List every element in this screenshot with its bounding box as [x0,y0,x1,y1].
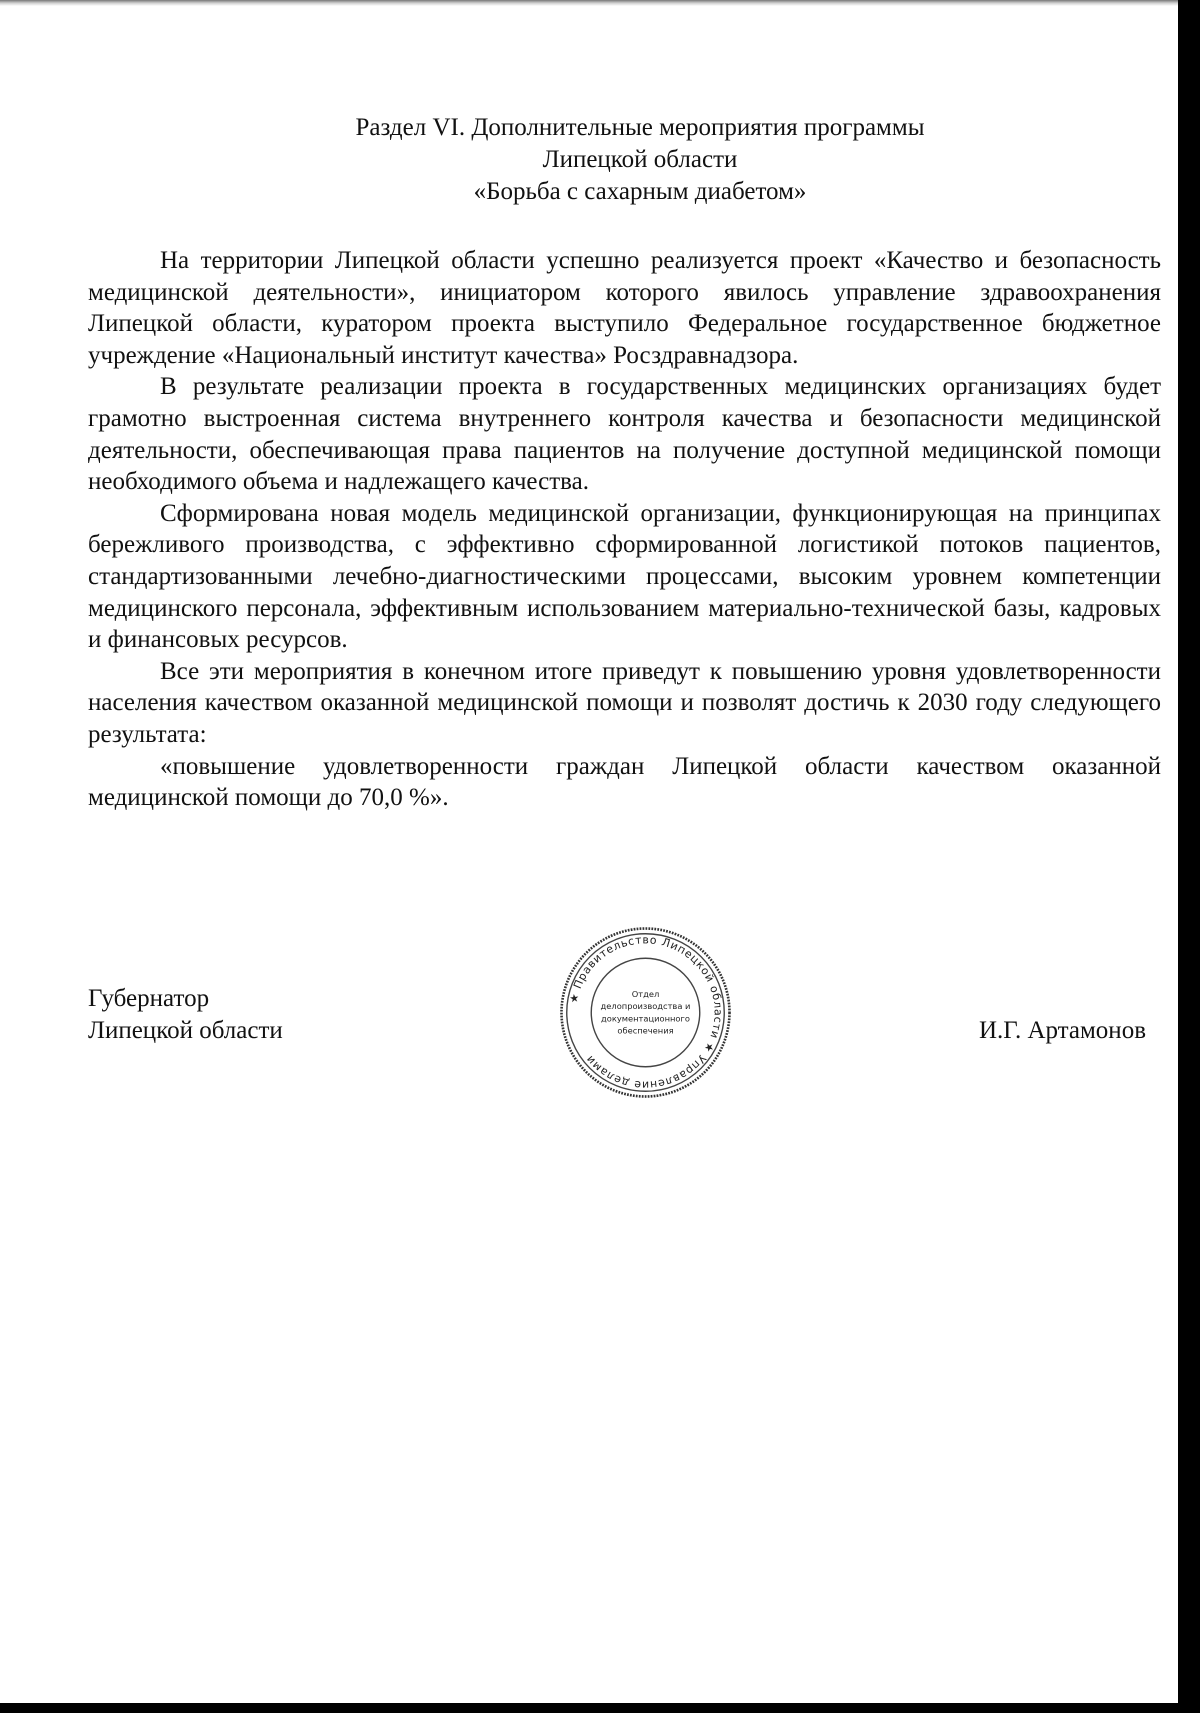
signatory-title-line-2: Липецкой области [88,1017,283,1044]
paragraph-1: На территории Липецкой области успешно реализуется проект «Качество и безопасность медицинской деятельности», инициатором которого явилось управление здравоохранения Липецкой области, куратором проекта выступило Федеральное государственное бюджетное учреждение «Национальный институт качества» Росздравнадзора. [88,247,1161,369]
signatory-name: И.Г. Артамонов [979,1017,1146,1044]
official-stamp [558,925,733,1100]
stamp-center-line-4: обеспечения [617,1025,674,1036]
document-body [88,245,1161,814]
paragraph-4: Все эти мероприятия в конечном итоге приведут к повышению уровня удовлетворенности населения качеством оказанной медицинской помощи и позволят достичь к 2030 году следующего результата: [88,657,1161,748]
stamp-ring-text: ★ Правительство Липецкой области ★ Управление делами [566,933,725,1092]
stamp-center-line-1: Отдел [631,988,660,999]
signatory-title-line-1: Губернатор [88,985,210,1012]
scan-edge-bottom [0,1703,1200,1713]
section-heading [180,112,1100,208]
stamp-center-line-3: документационного [601,1013,690,1024]
heading-line-2: Липецкой области [542,146,738,173]
signatory-title [88,983,283,1047]
scan-edge-top [0,0,1200,6]
paragraph-3: Сформирована новая модель медицинской организации, функционирующая на принципах бережливого производства, с эффективно сформированной логистикой потоков пациентов, стандартизованными лечебно-диагностическими процессами, высоким уровнем компетенции медицинского персонала, эффективным использованием материально-технической базы, кадровых и финансовых ресурсов. [88,499,1161,654]
scan-edge-right [1178,0,1200,1713]
paragraph-5: «повышение удовлетворенности граждан Липецкой области качеством оказанной медицинской помощи до 70,0 %». [88,752,1161,812]
heading-line-1: Раздел VI. Дополнительные мероприятия программы [355,114,925,141]
heading-line-3: «Борьба с сахарным диабетом» [473,178,807,205]
paragraph-2: В результате реализации проекта в государственных медицинских организациях будет грамотно выстроенная система внутреннего контроля качества и безопасности медицинской деятельности, обеспечивающая права пациентов на получение доступной медицинской помощи необходимого объема и надлежащего качества. [88,373,1161,496]
stamp-center-line-2: делопроизводства и [600,1001,691,1011]
